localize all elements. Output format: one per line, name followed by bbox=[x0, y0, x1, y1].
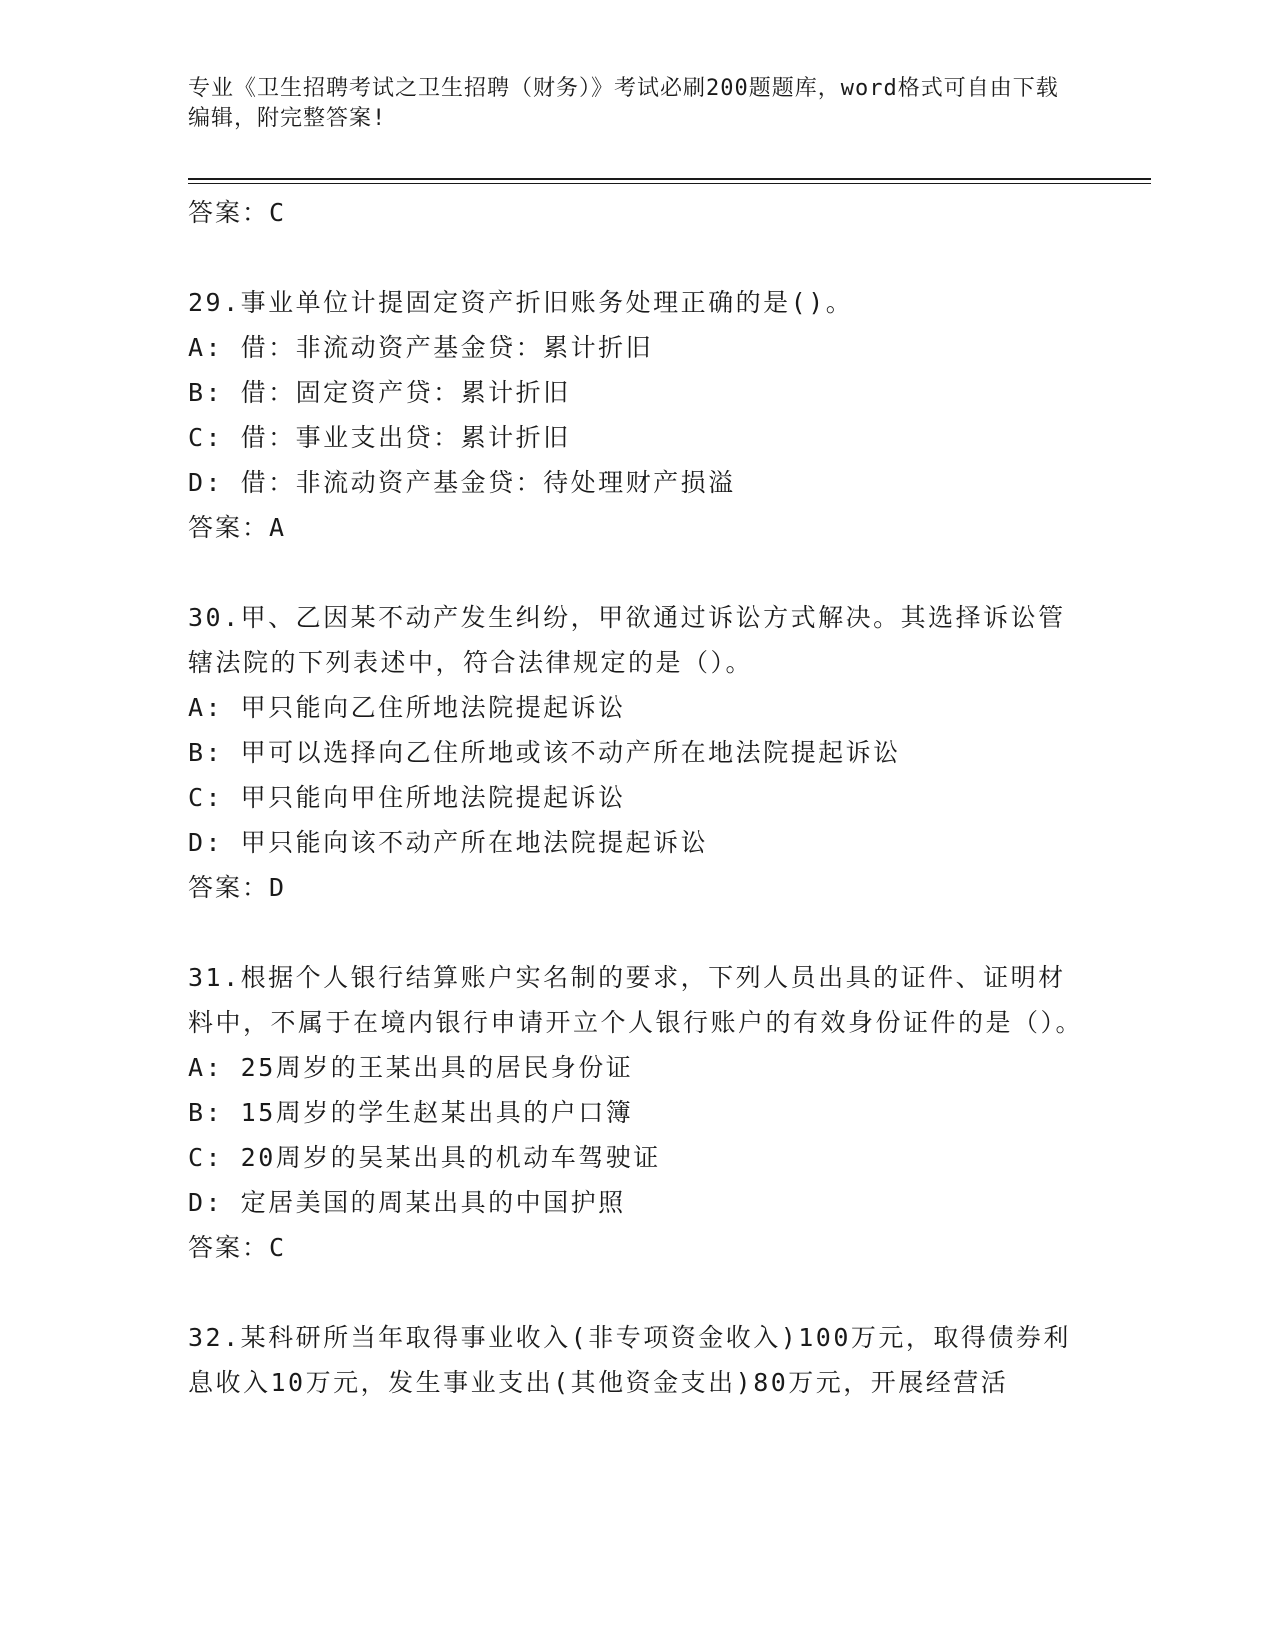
spacer bbox=[188, 235, 1088, 280]
option-c: C: 借：事业支出贷：累计折旧 bbox=[188, 423, 571, 452]
option-d: D: 定居美国的周某出具的中国护照 bbox=[188, 1188, 626, 1217]
answer-line bbox=[188, 1225, 1088, 1270]
option-a: A: 甲只能向乙住所地法院提起诉讼 bbox=[188, 693, 626, 722]
question-list bbox=[188, 190, 1088, 1405]
answer-value: A bbox=[269, 513, 287, 542]
option-c: C: 20周岁的吴某出具的机动车驾驶证 bbox=[188, 1143, 661, 1172]
option-a: A: 25周岁的王某出具的居民身份证 bbox=[188, 1053, 634, 1082]
option-b: B: 15周岁的学生赵某出具的户口簿 bbox=[188, 1098, 634, 1127]
answer-label: 答案： bbox=[188, 198, 270, 227]
header-divider bbox=[188, 178, 1151, 180]
answer-value: D bbox=[269, 873, 287, 902]
question-31 bbox=[188, 955, 1088, 1270]
answer-label: 答案： bbox=[188, 873, 270, 902]
question-stem: 30.甲、乙因某不动产发生纠纷，甲欲通过诉讼方式解决。其选择诉讼管辖法院的下列表述中，符合法律规定的是（）。 bbox=[188, 603, 1066, 677]
option-c: C: 甲只能向甲住所地法院提起诉讼 bbox=[188, 783, 626, 812]
question-29 bbox=[188, 280, 1088, 550]
question-stem: 32.某科研所当年取得事业收入(非专项资金收入)100万元，取得债券利息收入10万元，发生事业支出(其他资金支出)80万元，开展经营活 bbox=[188, 1323, 1071, 1397]
answer-value: C bbox=[269, 1233, 287, 1262]
answer-line bbox=[188, 190, 1088, 235]
answer-line bbox=[188, 865, 1088, 910]
page-header: 专业《卫生招聘考试之卫生招聘（财务）》考试必刷200题题库，word格式可自由下载编辑，附完整答案! bbox=[188, 76, 1059, 131]
option-d: D: 借：非流动资产基金贷：待处理财产损溢 bbox=[188, 468, 736, 497]
option-d: D: 甲只能向该不动产所在地法院提起诉讼 bbox=[188, 828, 709, 857]
question-30 bbox=[188, 595, 1088, 910]
answer-label: 答案： bbox=[188, 1233, 270, 1262]
question-stem: 31.根据个人银行结算账户实名制的要求，下列人员出具的证件、证明材料中，不属于在境内银行申请开立个人银行账户的有效身份证件的是（）。 bbox=[188, 963, 1084, 1037]
option-b: B: 借：固定资产贷：累计折旧 bbox=[188, 378, 571, 407]
spacer bbox=[188, 1270, 1088, 1315]
question-32 bbox=[188, 1315, 1088, 1405]
answer-label: 答案： bbox=[188, 513, 270, 542]
spacer bbox=[188, 550, 1088, 595]
header-divider-thin bbox=[188, 183, 1151, 184]
answer-value: C bbox=[269, 198, 287, 227]
spacer bbox=[188, 910, 1088, 955]
question-stem: 29.事业单位计提固定资产折旧账务处理正确的是()。 bbox=[188, 288, 854, 317]
option-a: A: 借：非流动资产基金贷：累计折旧 bbox=[188, 333, 654, 362]
answer-line bbox=[188, 505, 1088, 550]
option-b: B: 甲可以选择向乙住所地或该不动产所在地法院提起诉讼 bbox=[188, 738, 901, 767]
